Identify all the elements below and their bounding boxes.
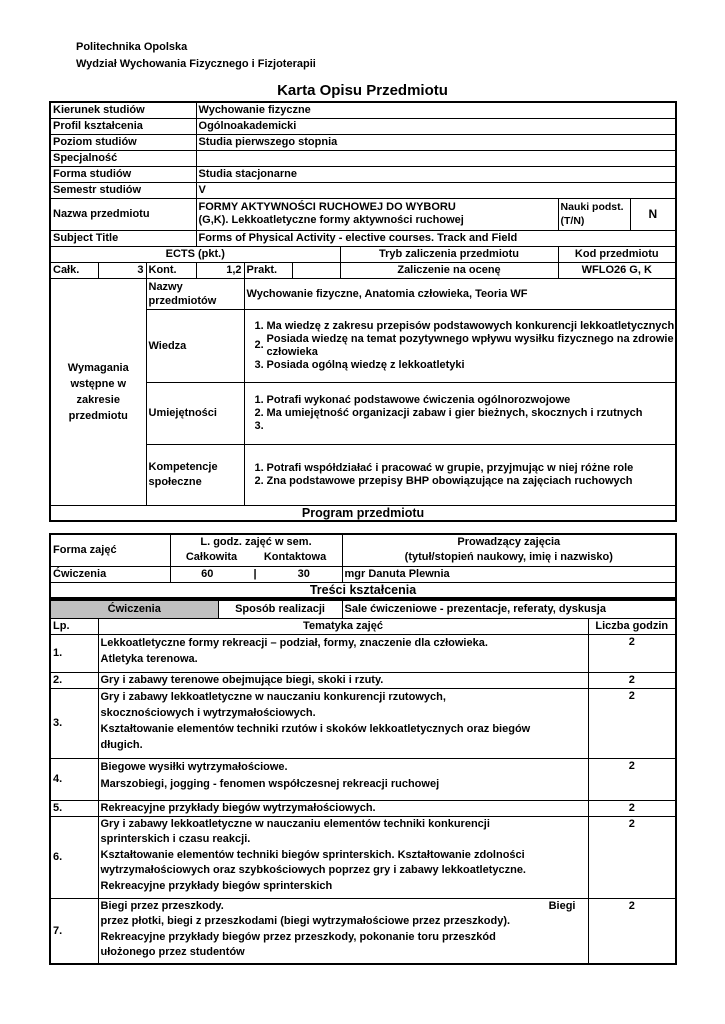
wiedza-list (244, 309, 676, 382)
item-text (267, 420, 676, 433)
topic-hours: 2 (588, 758, 676, 800)
kont-value: 1,2 (196, 262, 244, 278)
topic-line: ułożonego przez studentów (100, 946, 245, 958)
topic-hours: 2 (588, 672, 676, 688)
item-text: Posiada ogólną wiedzę z lekkoatletyki (266, 358, 465, 371)
calkowita-label: Całkowita (185, 551, 238, 564)
tresci-header-row (50, 600, 676, 618)
kontaktowa-label: Kontaktowa (263, 551, 327, 564)
info-label: Forma studiów (50, 166, 196, 182)
table-row (50, 800, 676, 816)
row-calk: 60 (170, 566, 244, 582)
university-name: Politechnika Opolska (76, 41, 188, 53)
table-row (50, 758, 676, 800)
table-row (50, 898, 676, 964)
nazwy-label: Nazwy przedmiotów (146, 278, 244, 309)
list-item (255, 407, 676, 420)
godz-label: L. godz. zajęć w sem. (200, 536, 312, 549)
kont-label: Kont. (146, 262, 196, 278)
umiejetnosci-label: Umiejętności (146, 382, 244, 444)
topic-text (98, 758, 588, 800)
list-item (255, 475, 676, 488)
course-name-line: (G,K). Lekkoatletyczne formy aktywności ruchowej (198, 214, 464, 226)
program-header-row (50, 534, 676, 566)
col-tematyka: Tematyka zajęć (98, 618, 588, 634)
course-name-line: FORMY AKTYWNOŚCI RUCHOWEJ DO WYBORU (198, 201, 456, 213)
list-item (255, 333, 676, 359)
godz-header (170, 534, 342, 566)
topic-line (101, 899, 586, 915)
program-row (50, 566, 676, 582)
topic-text (98, 688, 588, 758)
row-prowadzacy: mgr Danuta Plewnia (342, 566, 676, 582)
table-row (50, 816, 676, 898)
topic-line: Atletyka terenowa. (100, 652, 198, 665)
subject-title-value: Forms of Physical Activity - elective courses. Track and Field (196, 230, 676, 246)
item-number: 3. (254, 358, 264, 371)
item-number: 2. (254, 406, 264, 419)
topic-line: Kształtowanie elementów techniki biegów sprinterskich. Kształtowanie zdolności (100, 848, 525, 861)
info-value: Studia stacjonarne (196, 166, 676, 182)
sposob-value: Sale ćwiczeniowe - prezentacje, referaty, dyskusja (342, 600, 676, 618)
course-name-label: Nazwa przedmiotu (50, 198, 196, 230)
item-number: 3. (254, 419, 264, 432)
info-label: Semestr studiów (50, 182, 196, 198)
info-row (50, 102, 676, 118)
topic-line: Marszobiegi, jogging - fenomen współczesnej rekreacji ruchowej (100, 777, 440, 790)
subject-title-label: Subject Title (50, 230, 196, 246)
table-row (50, 634, 676, 672)
program-table (49, 533, 677, 599)
topic-line: przez płotki, biegi z przeszkodami (biegi wytrzymałościowe przez przeszkody). (100, 915, 511, 927)
tryb-header: Tryb zaliczenia przedmiotu (340, 246, 558, 262)
program-band-row (50, 505, 676, 521)
topic-hours: 2 (588, 800, 676, 816)
faculty-name: Wydział Wychowania Fizycznego i Fizjoterapii (76, 58, 316, 70)
wiedza-label: Wiedza (146, 309, 244, 382)
info-value: V (196, 182, 676, 198)
topic-text (98, 634, 588, 672)
topic-line: Rekreacyjne przykłady biegów wytrzymałościowych. (100, 802, 376, 814)
info-value: Wychowanie fizyczne (196, 102, 676, 118)
prowadzacy-label: Prowadzący zajęcia (457, 536, 561, 549)
kod-value: WFLO26 G, K (558, 262, 676, 278)
topic-line: Rekreacyjne przykłady biegów sprinterskich (100, 879, 333, 892)
kod-header: Kod przedmiotu (558, 246, 676, 262)
topic-line: Lekkoatletyczne formy rekreacji – podział, formy, znaczenie dla człowieka. (100, 636, 488, 649)
topic-line: Gry i zabawy terenowe obejmujące biegi, skoki i rzuty. (100, 674, 384, 686)
list-item (255, 462, 676, 475)
col-godz: Liczba godzin (588, 618, 676, 634)
info-row (50, 150, 676, 166)
program-title: Program przedmiotu (50, 505, 676, 521)
topics-table (49, 599, 677, 965)
course-name-row (50, 198, 676, 230)
item-text: Ma umiejętność organizacji zabaw i gier bieżnych, skocznych i rzutnych (266, 406, 643, 419)
req-nazwy-row (50, 278, 676, 309)
nauki-label: Nauki podst. (T/N) (558, 198, 630, 230)
item-text: Posiada wiedzę na temat pozytywnego wpływu wysiłku fizycznego na zdrowie człowieka (266, 332, 674, 358)
info-label: Profil kształcenia (50, 118, 196, 134)
kompetencje-label: Kompetencje społeczne (146, 444, 244, 505)
item-text: Zna podstawowe przepisy BHP obowiązujące na zajęciach ruchowych (266, 474, 633, 487)
ects-header-row (50, 246, 676, 262)
forma-label: Forma zajęć (50, 534, 170, 566)
ects-header: ECTS (pkt.) (50, 246, 340, 262)
item-number: 1. (254, 461, 264, 474)
item-number: 2. (254, 339, 264, 351)
page-title: Karta Opisu Przedmiotu (277, 82, 448, 99)
cwiczenia-label: Ćwiczenia (50, 600, 218, 618)
topic-line: Kształtowanie elementów techniki rzutów i skoków lekkoatletycznych oraz biegów (100, 722, 531, 735)
godz-sub (173, 550, 340, 565)
topic-line: Rekreacyjne przykłady biegów przez przeszkody, pokonanie toru przeszkód (100, 930, 496, 943)
topic-lp: 5. (50, 800, 98, 816)
tresci-title: Treści kształcenia (50, 582, 676, 598)
topic-text (98, 672, 588, 688)
tresci-band-row (50, 582, 676, 598)
list-item (255, 420, 676, 433)
item-text: Potrafi współdziałać i pracować w grupie, przyjmując w niej różne role (266, 461, 634, 474)
topic-line: Gry i zabawy lekkoatletyczne w nauczaniu konkurencji rzutowych, (100, 690, 446, 703)
kompetencje-list (244, 444, 676, 505)
list-item (255, 394, 676, 407)
prowadzacy-header (342, 534, 676, 566)
info-value (196, 150, 676, 166)
info-row (50, 166, 676, 182)
item-text: Ma wiedzę z zakresu przepisów podstawowych konkurencji lekkoatletycznych (266, 319, 675, 332)
list-item (255, 320, 676, 333)
calk-label: Całk. (50, 262, 98, 278)
calk-value: 3 (98, 262, 146, 278)
umiejetnosci-list (244, 382, 676, 444)
subject-title-row (50, 230, 676, 246)
topic-lp: 4. (50, 758, 98, 800)
topic-line: Gry i zabawy lekkoatletyczne w nauczaniu elementów techniki konkurencji (100, 817, 490, 830)
topic-line: długich. (100, 738, 143, 751)
prowadzacy-sub: (tytuł/stopień naukowy, imię i nazwisko) (404, 551, 613, 564)
item-text: Potrafi wykonać podstawowe ćwiczenia ogólnorozwojowe (266, 393, 571, 406)
row-forma: Ćwiczenia (50, 566, 170, 582)
info-label: Kierunek studiów (50, 102, 196, 118)
topic-line: sprinterskich i czasu reakcji. (100, 833, 251, 845)
topic-lp: 1. (50, 634, 98, 672)
topic-line: wytrzymałościowych oraz szybkościowych poprzez gry i zabawy lekkoatletyczne. (100, 864, 526, 876)
topic-text (98, 898, 588, 964)
course-info-table (49, 101, 677, 522)
row-separator: | (244, 566, 266, 582)
info-row (50, 118, 676, 134)
requirements-label: Wymagania wstępne w zakresie przedmiotu (50, 278, 146, 505)
col-lp: Lp. (50, 618, 98, 634)
ects-values-row (50, 262, 676, 278)
prakt-label: Prakt. (244, 262, 292, 278)
item-number: 1. (254, 319, 264, 332)
topic-lp: 6. (50, 816, 98, 898)
topic-lp: 3. (50, 688, 98, 758)
prakt-value (292, 262, 340, 278)
topic-text (98, 800, 588, 816)
topic-hours: 2 (588, 634, 676, 672)
topic-line-left: Biegi przez przeszkody. (100, 899, 224, 912)
topic-text (98, 816, 588, 898)
list-item (255, 359, 676, 372)
topic-line: skocznościowych i wytrzymałościowych. (100, 706, 316, 719)
info-row (50, 134, 676, 150)
item-number: 2. (254, 474, 264, 487)
topic-hours: 2 (588, 898, 676, 964)
info-value: Ogólnoakademicki (196, 118, 676, 134)
info-row (50, 182, 676, 198)
tryb-value: Zaliczenie na ocenę (340, 262, 558, 278)
topic-line: Biegowe wysiłki wytrzymałościowe. (100, 760, 288, 773)
info-label: Specjalność (50, 150, 196, 166)
nauki-value: N (630, 198, 676, 230)
item-number: 1. (254, 393, 264, 406)
topic-hours: 2 (588, 688, 676, 758)
table-row (50, 688, 676, 758)
table-row (50, 672, 676, 688)
topic-line-right: Biegi (548, 899, 576, 912)
info-label: Poziom studiów (50, 134, 196, 150)
info-value: Studia pierwszego stopnia (196, 134, 676, 150)
topic-lp: 2. (50, 672, 98, 688)
course-name-value (196, 198, 558, 230)
nazwy-value: Wychowanie fizyczne, Anatomia człowieka, Teoria WF (244, 278, 676, 309)
topics-column-header (50, 618, 676, 634)
sposob-label: Sposób realizacji (218, 600, 342, 618)
topic-hours: 2 (588, 816, 676, 898)
topic-lp: 7. (50, 898, 98, 964)
row-kont: 30 (266, 566, 342, 582)
